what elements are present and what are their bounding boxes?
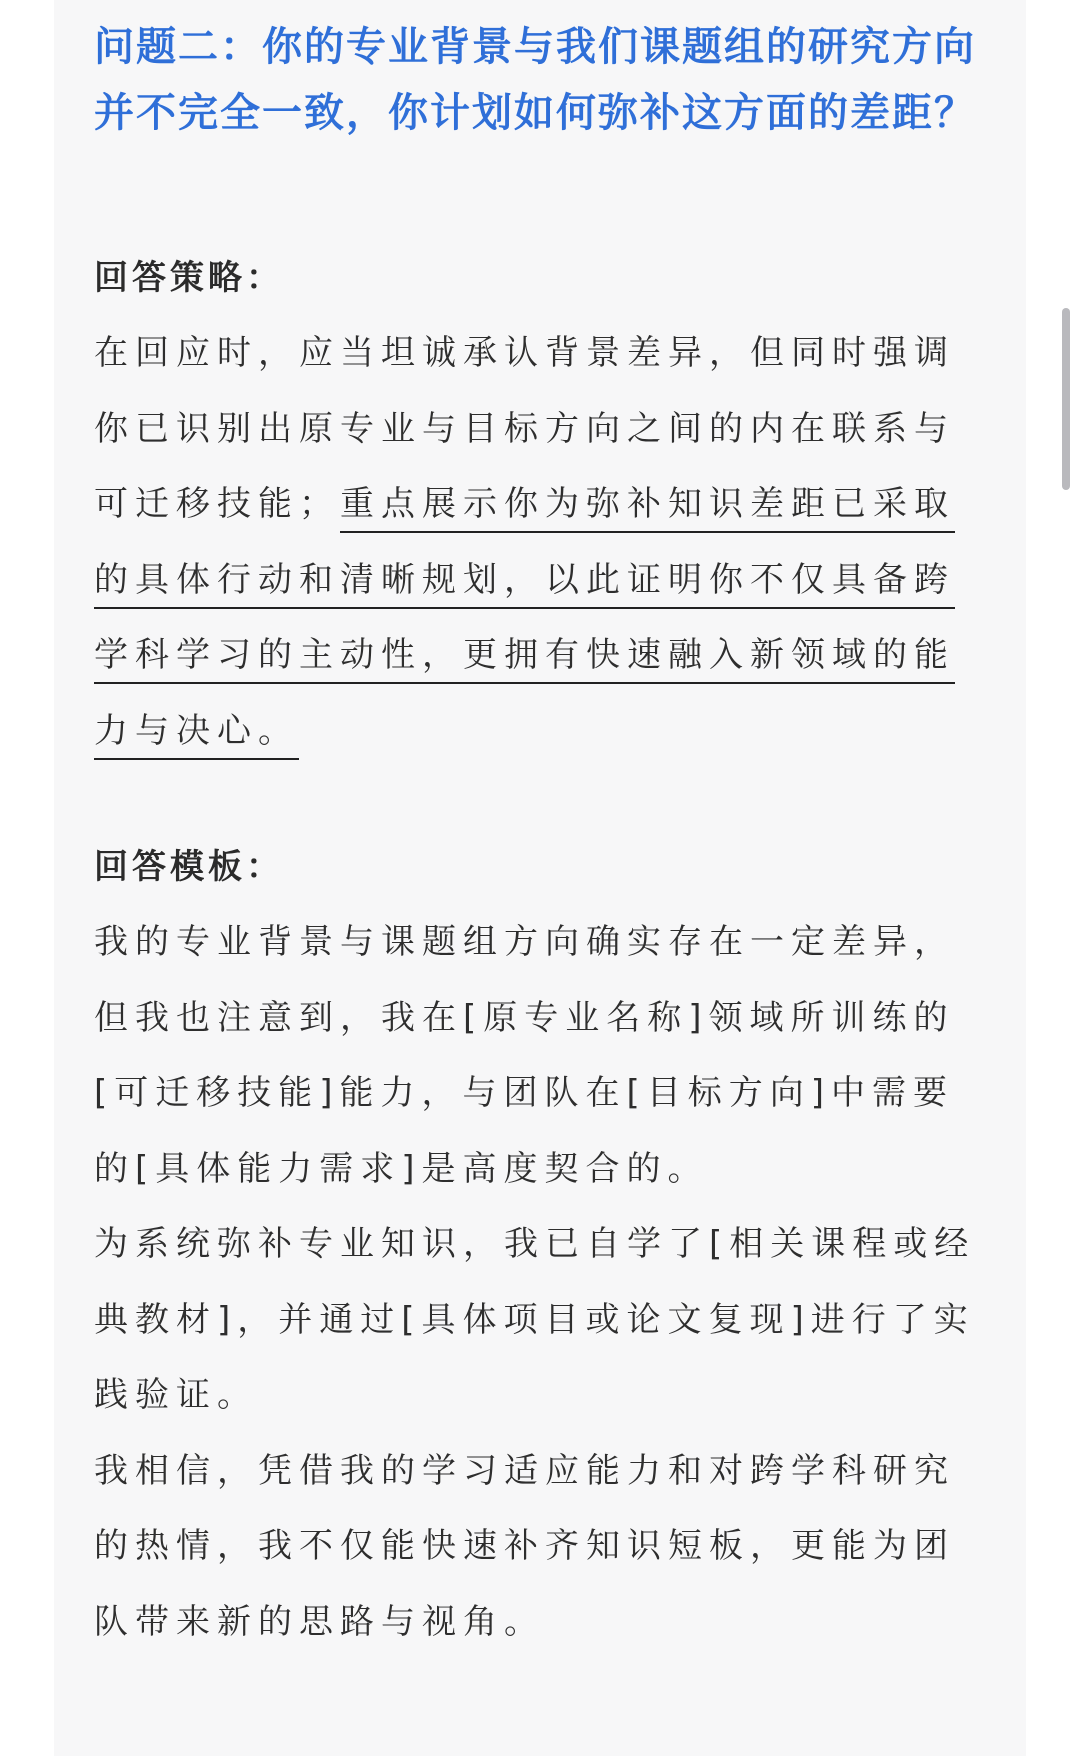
article-content	[94, 0, 987, 1660]
template-heading: 回答模板：	[94, 847, 284, 887]
strategy-heading: 回答策略：	[94, 258, 284, 298]
page-margin	[0, 0, 54, 1756]
template-paragraph-3: 我相信，凭借我的学习适应能力和对跨学科研究的热情，我不仅能快速补齐知识短板，更能为团队带来新的思路与视角。	[94, 1450, 955, 1642]
scrollbar-thumb[interactable]	[1062, 308, 1070, 490]
template-paragraph-1: 我的专业背景与课题组方向确实存在一定差异，但我也注意到，我在[原专业名称]领域所训练的[可迁移技能]能力，与团队在[目标方向]中需要的[具体能力需求]是高度契合的。	[94, 922, 955, 1189]
strategy-paragraph	[94, 316, 987, 769]
question-title: 问题二：你的专业背景与我们课题组的研究方向并不完全一致，你计划如何弥补这方面的差距？	[94, 24, 976, 136]
strategy-underlined-text: 重点展示你为弥补知识差距已采取的具体行动和清晰规划，以此证明你不仅具备跨学科学习的主动性，更拥有快速融入新领域的能力与决心。	[94, 484, 955, 751]
strategy-text: 在回应时，应当坦诚承认背景差异，但同时强调你已识别出原专业与目标方向之间的内在联系与可迁移技能；	[94, 333, 955, 524]
template-paragraph-2: 为系统弥补专业知识，我已自学了[相关课程或经典教材]，并通过[具体项目或论文复现]进行了实践验证。	[94, 1224, 976, 1415]
